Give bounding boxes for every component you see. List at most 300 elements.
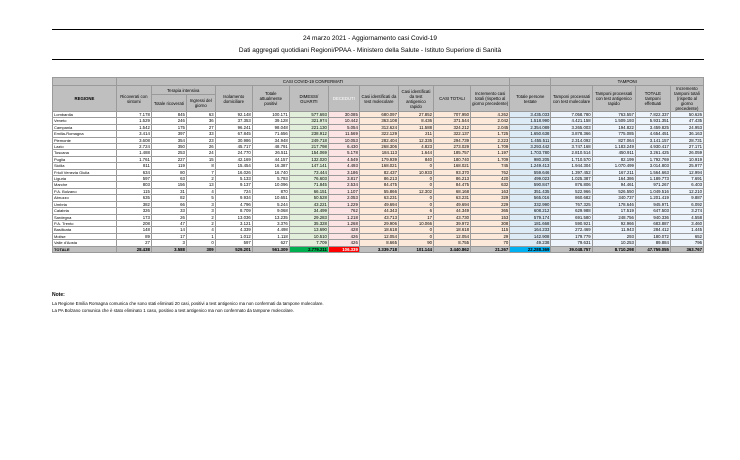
value-cell: 870 — [252, 188, 289, 194]
region-cell: Emilia-Romagna — [53, 131, 117, 137]
value-cell: 142.908 — [510, 233, 551, 239]
value-cell: 37.353 — [215, 118, 252, 124]
value-cell: 44.157 — [252, 156, 289, 162]
value-cell: 3.121 — [215, 220, 252, 226]
top-rule — [52, 29, 704, 30]
value-cell: 1.703.780 — [510, 150, 551, 156]
value-cell: 597 — [215, 240, 252, 246]
value-cell: 3.014.803 — [635, 163, 670, 169]
value-cell: 4.262 — [471, 112, 510, 118]
value-cell: 796 — [670, 240, 703, 246]
value-cell: 3.817 — [328, 176, 359, 182]
totals-label: TOTALE — [53, 246, 117, 252]
col-header-deceduti: DECEDUTI — [328, 86, 359, 112]
value-cell: 238.912 — [289, 131, 328, 137]
value-cell: 18.618 — [433, 227, 470, 233]
value-cell: 7.709 — [289, 240, 328, 246]
value-cell: 10.053 — [328, 137, 359, 143]
value-cell: 4.654.451 — [635, 131, 670, 137]
value-cell: 10.096 — [252, 182, 289, 188]
value-cell: 31 — [151, 188, 186, 194]
value-cell: 4 — [186, 227, 215, 233]
value-cell: 0 — [186, 240, 215, 246]
value-cell: 24.953 — [670, 124, 703, 130]
value-cell: 945.971 — [635, 201, 670, 207]
value-cell: 608.212 — [510, 208, 551, 214]
value-cell: 579.174 — [510, 214, 551, 220]
value-cell: 29.906 — [359, 220, 398, 226]
value-cell: 43.730 — [433, 214, 470, 220]
page-subtitle: Dati aggregati quotidiani Regioni/PPAA - Ministero della Salute - Istituto Superiore di Sanità — [238, 47, 502, 54]
value-cell: 6.403 — [670, 182, 703, 188]
value-cell: 10.442 — [328, 118, 359, 124]
value-cell: 119 — [151, 163, 186, 169]
value-cell: 1.229 — [328, 201, 359, 207]
value-cell: 13.036 — [215, 214, 252, 220]
value-cell: 29.283 — [289, 214, 328, 220]
total-value-cell: 39.048.757 — [551, 246, 592, 252]
value-cell: 647.503 — [635, 208, 670, 214]
value-cell: 10.651 — [252, 195, 289, 201]
value-cell: 1.197 — [471, 150, 510, 156]
total-value-cell: 561.309 — [252, 246, 289, 252]
col-header-attualmente-positivi: Totale attualmente positivi — [252, 86, 289, 112]
total-value-cell: 309 — [186, 246, 215, 252]
value-cell: 49.694 — [433, 201, 470, 207]
value-cell: 3.608 — [116, 137, 151, 143]
value-cell: 0 — [398, 201, 433, 207]
value-cell: 635 — [116, 195, 151, 201]
col-header-ti-totale: Totale ricoverati — [151, 95, 186, 112]
value-cell: 1.488 — [116, 150, 151, 156]
value-cell: 3.261.425 — [635, 150, 670, 156]
total-value-cell: 47.759.055 — [635, 246, 670, 252]
value-cell: 5.054 — [328, 124, 359, 130]
value-cell: 860.682 — [551, 195, 592, 201]
value-cell: 450.911 — [592, 150, 635, 156]
value-cell: 208 — [116, 220, 151, 226]
region-cell: P.A. Trento — [53, 220, 117, 226]
value-cell: 312.624 — [359, 124, 398, 130]
value-cell: 4.930.417 — [635, 144, 670, 150]
value-cell: 164.233 — [510, 227, 551, 233]
value-cell: 63.231 — [359, 195, 398, 201]
value-cell: 2 — [186, 214, 215, 220]
region-cell: Puglia — [53, 156, 117, 162]
value-cell: 1.792.769 — [635, 156, 670, 162]
value-cell: 3 — [186, 208, 215, 214]
value-cell: 66 — [151, 201, 186, 207]
value-cell: 4.796 — [215, 201, 252, 207]
value-cell: 63 — [186, 112, 215, 118]
value-cell: 89 — [116, 233, 151, 239]
col-header-terapia-intensiva: Terapia intensiva — [151, 86, 215, 95]
value-cell: 33 — [151, 208, 186, 214]
region-cell: Lombardia — [53, 112, 117, 118]
value-cell: 308 — [471, 220, 510, 226]
value-cell: 354 — [151, 137, 186, 143]
note-line: La Regione Emilia Romagna comunica che sono stati eliminati 20 casi, positivi a test antigenico ma non confermati da tampone molecolare. — [52, 301, 324, 306]
value-cell: 371.544 — [433, 118, 470, 124]
value-cell: 16.387 — [252, 163, 289, 169]
value-cell: 707.950 — [433, 112, 470, 118]
value-cell: 4.558 — [670, 214, 703, 220]
value-cell: 50.528 — [289, 195, 328, 201]
value-cell: 24 — [186, 150, 215, 156]
value-cell: 428 — [328, 227, 359, 233]
value-cell: 980.205 — [510, 156, 551, 162]
value-cell: 44.349 — [433, 208, 470, 214]
value-cell: 12.994 — [670, 169, 703, 175]
value-cell: 565.016 — [510, 195, 551, 201]
value-cell: 94.461 — [592, 182, 635, 188]
value-cell: 1.107 — [328, 188, 359, 194]
value-cell: 1.542 — [116, 124, 151, 130]
value-cell: 179.779 — [551, 233, 592, 239]
value-cell: 762 — [471, 169, 510, 175]
value-cell: 2.053 — [328, 195, 359, 201]
value-cell: 652 — [670, 233, 703, 239]
value-cell: 3.274 — [670, 208, 703, 214]
value-cell: 4.493 — [328, 163, 359, 169]
value-cell: 1.445 — [670, 227, 703, 233]
group-header-cases: CASI COVID-19 CONFERMATI — [116, 78, 509, 86]
value-cell: 1.268 — [328, 220, 359, 226]
value-cell: 1.564.663 — [635, 169, 670, 175]
value-cell: 680.097 — [359, 112, 398, 118]
value-cell: 163 — [471, 188, 510, 194]
value-cell: 1.397.452 — [551, 169, 592, 175]
value-cell: 2.314.092 — [551, 137, 592, 143]
value-cell: 1.118 — [252, 233, 289, 239]
value-cell: 173 — [116, 214, 151, 220]
value-cell: 3.435.033 — [510, 112, 551, 118]
value-cell: 26 — [186, 144, 215, 150]
value-cell: 324.212 — [433, 124, 470, 130]
value-cell: 4.421.158 — [551, 118, 592, 124]
value-cell: 154.069 — [289, 150, 328, 156]
value-cell: 229 — [471, 201, 510, 207]
total-value-cell: 529.201 — [215, 246, 252, 252]
value-cell: 23 — [186, 137, 215, 143]
col-header-isolamento: Isolamento domiciliare — [215, 86, 252, 112]
value-cell: 8 — [186, 163, 215, 169]
region-cell: Calabria — [53, 208, 117, 214]
value-cell: 5 — [186, 195, 215, 201]
value-cell: 273.029 — [433, 144, 470, 150]
value-cell: 1.644 — [398, 150, 433, 156]
value-cell: 2 — [186, 220, 215, 226]
value-cell: 332.990 — [510, 201, 551, 207]
value-cell: 18.618 — [359, 227, 398, 233]
value-cell: 184.113 — [359, 150, 398, 156]
value-cell: 8.665 — [359, 240, 398, 246]
value-cell: 39.128 — [252, 118, 289, 124]
value-cell: 7.691 — [670, 176, 703, 182]
value-cell: 8.436 — [398, 118, 433, 124]
value-cell: 284.412 — [635, 227, 670, 233]
value-cell: 79.631 — [551, 240, 592, 246]
value-cell: 632 — [471, 182, 510, 188]
value-cell: 115 — [471, 227, 510, 233]
value-cell: 43.713 — [359, 214, 398, 220]
value-cell: 49.694 — [359, 201, 398, 207]
value-cell: 9.934 — [215, 195, 252, 201]
value-cell: 30.986 — [215, 137, 252, 143]
value-cell: 363.108 — [359, 118, 398, 124]
value-cell: 168.021 — [433, 163, 470, 169]
value-cell: 253 — [151, 150, 186, 156]
value-cell: 181.668 — [510, 220, 551, 226]
value-cell: 365 — [471, 208, 510, 214]
value-cell: 11.569 — [328, 131, 359, 137]
value-cell: 329 — [471, 195, 510, 201]
value-cell: 2.534 — [328, 182, 359, 188]
value-cell: 82.437 — [359, 169, 398, 175]
value-cell: 6.430 — [328, 144, 359, 150]
value-cell: 1.249.413 — [510, 163, 551, 169]
value-cell: 71.656 — [252, 131, 289, 137]
value-cell: 577.693 — [289, 112, 328, 118]
value-cell: 1.218 — [328, 214, 359, 220]
value-cell: 71.845 — [289, 182, 328, 188]
value-cell: 48.791 — [252, 144, 289, 150]
value-cell: 1.725 — [471, 131, 510, 137]
value-cell: 82.199 — [592, 156, 635, 162]
value-cell: 153 — [471, 214, 510, 220]
value-cell: 803 — [116, 182, 151, 188]
value-cell: 3.265.003 — [551, 124, 592, 130]
value-cell: 167.211 — [592, 169, 635, 175]
value-cell: 5.178 — [328, 150, 359, 156]
value-cell: 45.717 — [215, 144, 252, 150]
value-cell: 27 — [116, 240, 151, 246]
value-cell: 811 — [116, 163, 151, 169]
value-cell: 1.944.304 — [551, 163, 592, 169]
value-cell: 940.336 — [635, 214, 670, 220]
value-cell: 148 — [116, 227, 151, 233]
value-cell: 597 — [116, 176, 151, 182]
value-cell: 50.626 — [670, 112, 703, 118]
value-cell: 1.518.990 — [510, 118, 551, 124]
value-cell: 763.557 — [592, 112, 635, 118]
value-cell: 86.213 — [433, 176, 470, 182]
value-cell: 246 — [151, 118, 186, 124]
value-cell: 272.469 — [551, 227, 592, 233]
value-cell: 10.066 — [398, 220, 433, 226]
value-cell: 7.822.337 — [635, 112, 670, 118]
value-cell: 10.919 — [670, 156, 703, 162]
value-cell: 691.580 — [551, 214, 592, 220]
value-cell: 426 — [328, 233, 359, 239]
value-cell: 322.137 — [433, 131, 470, 137]
value-cell: 63.231 — [433, 195, 470, 201]
value-cell: 17 — [398, 214, 433, 220]
value-cell: 35.328 — [289, 220, 328, 226]
value-cell: 36.163 — [670, 131, 703, 137]
value-cell: 2.223 — [471, 137, 510, 143]
total-value-cell: 106.339 — [328, 246, 359, 252]
value-cell: 3.141.157 — [635, 137, 670, 143]
total-value-cell: 22.288.369 — [510, 246, 551, 252]
value-cell: 321.974 — [289, 118, 328, 124]
value-cell: 89.884 — [635, 240, 670, 246]
region-cell: Valle d'Aosta — [53, 240, 117, 246]
value-cell: 340.737 — [592, 195, 635, 201]
totals-row — [53, 246, 704, 252]
value-cell: 2.810.514 — [551, 150, 592, 156]
value-cell: 179.939 — [359, 156, 398, 162]
value-cell: 15.454 — [215, 163, 252, 169]
value-cell: 0 — [398, 227, 433, 233]
value-cell: 156 — [151, 182, 186, 188]
value-cell: 590.847 — [510, 182, 551, 188]
value-cell: 28.731 — [670, 137, 703, 143]
value-cell: 132.020 — [289, 156, 328, 162]
value-cell: 7.058.780 — [551, 112, 592, 118]
value-cell: 1.509.193 — [592, 118, 635, 124]
value-cell: 10.253 — [592, 240, 635, 246]
value-cell: 6.092 — [670, 201, 703, 207]
value-cell: 559.646 — [510, 169, 551, 175]
value-cell: 0 — [398, 233, 433, 239]
value-cell: 322.129 — [359, 131, 398, 137]
value-cell: 971.267 — [635, 182, 670, 188]
value-cell: 30.085 — [328, 112, 359, 118]
value-cell: 76.603 — [289, 176, 328, 182]
value-cell: 13.690 — [289, 227, 328, 233]
value-cell: 293 — [592, 233, 635, 239]
value-cell: 326 — [116, 208, 151, 214]
value-cell: 7 — [186, 169, 215, 175]
value-cell: 1.070.499 — [592, 163, 635, 169]
value-cell: 2 — [186, 176, 215, 182]
region-cell: Liguria — [53, 176, 117, 182]
value-cell: 27 — [186, 124, 215, 130]
value-cell: 268.306 — [359, 144, 398, 150]
value-cell: 3.376 — [252, 220, 289, 226]
region-cell: P.A. Bolzano — [53, 188, 117, 194]
value-cell: 629.988 — [551, 208, 592, 214]
value-cell: 4.549 — [328, 156, 359, 162]
value-cell: 5.244 — [252, 201, 289, 207]
value-cell: 39.972 — [433, 220, 470, 226]
value-cell: 1.189.773 — [635, 176, 670, 182]
value-cell: 420 — [471, 176, 510, 182]
value-cell: 7.178 — [116, 112, 151, 118]
value-cell: 178.646 — [592, 201, 635, 207]
covid-data-table — [52, 77, 704, 253]
value-cell: 27.171 — [670, 144, 703, 150]
value-cell: 2.045 — [471, 124, 510, 130]
value-cell: 3.460 — [670, 220, 703, 226]
value-cell: 845 — [151, 112, 186, 118]
total-value-cell: 3.440.862 — [433, 246, 470, 252]
value-cell: 16.740 — [252, 169, 289, 175]
value-cell: 6 — [398, 208, 433, 214]
region-cell: Campania — [53, 124, 117, 130]
value-cell: 26.059 — [670, 150, 703, 156]
col-header-persone-testate: Totale persone testate — [510, 86, 551, 112]
total-value-cell: 3.588 — [151, 246, 186, 252]
col-header-molecolare: Casi identificati da test molecolare — [359, 86, 398, 112]
value-cell: 34.948 — [252, 137, 289, 143]
value-cell: 12.335 — [398, 137, 433, 143]
value-cell: 12.302 — [398, 188, 433, 194]
value-cell: 4.498 — [252, 227, 289, 233]
value-cell: 249.718 — [289, 137, 328, 143]
value-cell: 1.650.638 — [510, 131, 551, 137]
value-cell: 840 — [398, 156, 433, 162]
value-cell: 3.878.366 — [551, 131, 592, 137]
value-cell: 68.168 — [433, 188, 470, 194]
region-cell: Abruzzo — [53, 195, 117, 201]
value-cell: 115 — [116, 188, 151, 194]
value-cell: 86.213 — [359, 176, 398, 182]
region-cell: Sicilia — [53, 163, 117, 169]
value-cell: 100.171 — [252, 112, 289, 118]
value-cell: 282.404 — [359, 137, 398, 143]
value-cell: 25.977 — [670, 163, 703, 169]
value-cell: 3 — [151, 240, 186, 246]
region-cell: Marche — [53, 182, 117, 188]
value-cell: 5.133 — [215, 176, 252, 182]
col-header-tamponi-incremento: Incremento tamponi totali (rispetto al giorno precedente) — [670, 86, 703, 112]
value-cell: 168.021 — [359, 163, 398, 169]
col-header-guariti: DIMESSI/ GUARITI — [289, 86, 328, 112]
region-cell: Sardegna — [53, 214, 117, 220]
value-cell: 590.921 — [551, 220, 592, 226]
value-cell: 34.499 — [289, 208, 328, 214]
page-title: 24 marzo 2021 - Aggiornamento casi Covid-19 — [302, 35, 438, 42]
value-cell: 92.148 — [215, 112, 252, 118]
value-cell: 2.042 — [471, 118, 510, 124]
col-header-ti-ingressi: Ingressi del giorno — [186, 95, 215, 112]
total-value-cell: 2.779.211 — [289, 246, 328, 252]
region-cell: Toscana — [53, 150, 117, 156]
value-cell: 627 — [252, 240, 289, 246]
value-cell: 526.550 — [592, 188, 635, 194]
value-cell: 90 — [398, 240, 433, 246]
group-header-tamponi: TAMPONI — [551, 78, 704, 86]
total-value-cell: 3.339.718 — [359, 246, 398, 252]
value-cell: 175 — [151, 124, 186, 130]
value-cell: 92.966 — [592, 220, 635, 226]
value-cell: 180.072 — [635, 233, 670, 239]
col-header-tamponi-antigenico: Tamponi processati con test antigenico rapido — [592, 86, 635, 112]
value-cell: 0 — [398, 195, 433, 201]
value-cell: 93.370 — [433, 169, 470, 175]
value-cell: 1.710.570 — [551, 156, 592, 162]
value-cell: 351.435 — [510, 188, 551, 194]
value-cell: 762 — [328, 208, 359, 214]
value-cell: 683.887 — [635, 220, 670, 226]
value-cell: 0 — [398, 163, 433, 169]
region-cell: Piemonte — [53, 137, 117, 143]
region-cell: Molise — [53, 233, 117, 239]
value-cell: 522.966 — [551, 188, 592, 194]
value-cell: 1.455.511 — [510, 137, 551, 143]
value-cell: 1.761 — [116, 156, 151, 162]
value-cell: 294.739 — [433, 137, 470, 143]
total-value-cell: 363.767 — [670, 246, 703, 252]
value-cell: 3.186 — [328, 169, 359, 175]
value-cell: 12.210 — [670, 188, 703, 194]
value-cell: 47 — [151, 220, 186, 226]
value-cell: 80 — [151, 169, 186, 175]
value-cell: 4 — [186, 188, 215, 194]
value-cell: 66.151 — [289, 188, 328, 194]
